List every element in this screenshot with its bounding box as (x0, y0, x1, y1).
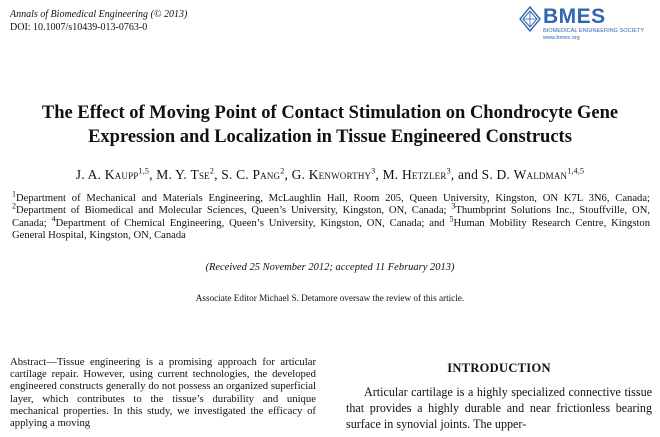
introduction-text: Articular cartilage is a highly specialized connective tissue that provides a highly durable and near frictionless bearing surface in synovial joints. The upper- (346, 385, 652, 432)
author: M. Hetzler$^3$ (382, 166, 451, 182)
associate-editor-note: Associate Editor Michael S. Detamore oversaw the review of this article. (195, 293, 465, 303)
author: J. A. Kaupp$^{1,5}$ (75, 166, 150, 182)
title-line-1: The Effect of Moving Point of Contact Stimulation on Chondrocyte Gene (41, 103, 619, 123)
author: M. Y. Tse$^2$ (156, 166, 215, 182)
title-line-2: Expression and Localization in Tissue Engineered Constructs (88, 127, 572, 147)
bmes-logo (519, 5, 655, 47)
paper-title (0, 101, 660, 149)
abstract-text: Tissue engineering is a promising approach for articular cartilage repair. However, using current technologies, the developed engineered constructs generally do not possess an organized superficial layer, which contributes to the tissue’s durability and unique mechanical properties. In this study, we investigated the efficacy of applying a moving (10, 356, 316, 430)
introduction-heading: INTRODUCTION (447, 361, 551, 375)
authors-and: and (457, 167, 479, 182)
bmes-diamond-icon (519, 6, 541, 32)
received-dates: (Received 25 November 2012; accepted 11 February 2013) (205, 262, 455, 273)
author: S. C. Pang$^2$ (221, 166, 285, 182)
logo-society: BIOMEDICAL ENGINEERING SOCIETY (543, 28, 645, 34)
author: G. Kenworthy$^3$ (291, 166, 376, 182)
affiliations: $^1$Department of Mechanical and Materials Engineering, McLaughlin Hall, Room 205, Queen University, Kingston, ON K7L 3N6, Canada; $^2$Department of Biomedical and Molecular Sciences, Queen’s University, Kingston, ON, Canada; $^3$Thumbprint Solutions Inc., Stouffville, ON, Canada; $^4$Department of Chemical Engineering, Queen’s University, Kingston, ON, Canada; and $^5$Human Mobility Research Centre, Kingston General Hospital, Kingston, ON, Canada (12, 189, 651, 242)
journal-citation: Annals of Biomedical Engineering (© 2013) (10, 9, 188, 20)
logo-name: BMES (543, 5, 606, 28)
logo-url: www.bmes.org (543, 35, 580, 41)
author-list: J. A. Kaupp$^{1,5}$, M. Y. Tse$^2$, S. C. Pang$^2$, G. Kenworthy$^3$, M. Hetzler$^3$, and S. D. Waldman$^{1,4,5}$ (75, 166, 585, 182)
abstract (10, 356, 316, 429)
doi: DOI: 10.1007/s10439-013-0763-0 (10, 22, 148, 33)
author: S. D. Waldman$^{1,4,5}$ (481, 166, 585, 182)
abstract-label: Abstract— (10, 356, 57, 368)
